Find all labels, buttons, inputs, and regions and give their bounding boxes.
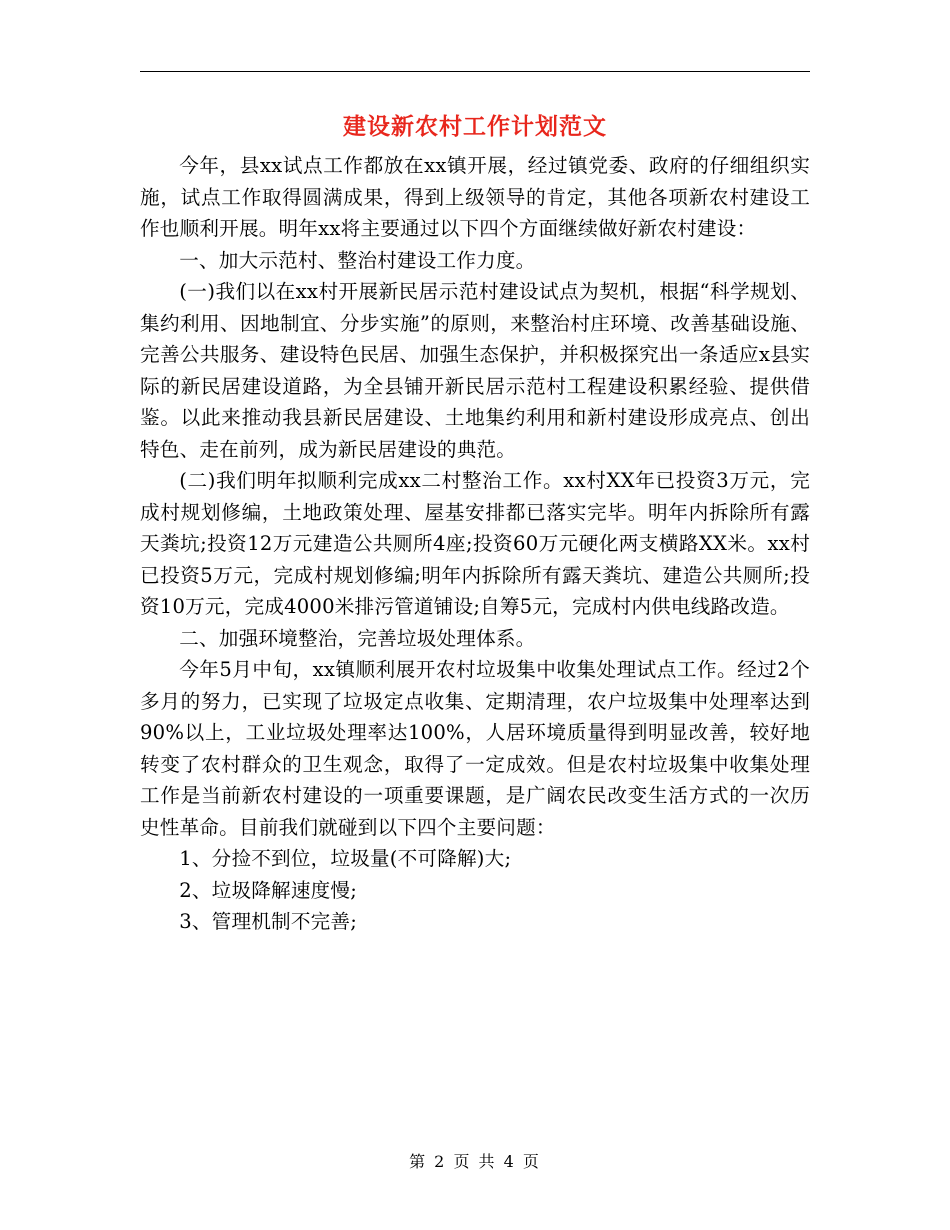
paragraph-intro: 今年，县xx试点工作都放在xx镇开展，经过镇党委、政府的仔细组织实施，试点工作取得圆满成果，得到上级领导的肯定，其他各项新农村建设工作也顺利开展。明年xx将主要通过以下四个方面继续做好新农村建设： (140, 154, 810, 240)
header-rule (140, 71, 810, 72)
list-item-problem-1: 1、分捡不到位，垃圾量(不可降解)大; (179, 847, 512, 870)
list-item-problem-2: 2、垃圾降解速度慢; (179, 878, 358, 902)
document-title: 建设新农村工作计划范文 (343, 113, 607, 140)
document-body (140, 150, 810, 938)
paragraph-waste-pilot: 今年5月中旬，xx镇顺利展开农村垃圾集中收集处理试点工作。经过2个多月的努力，已实现了垃圾定点收集、定期清理，农户垃圾集中处理率达到 90%以上，工业垃圾处理率达100%，人居环境质量得到明显改善，较好地转变了农村群众的卫生观念，取得了一定成效。但是农村垃圾集中收集处理工作是当前新农村建设的一项重要课题，是广阔农民改变生活方式的一次历史性革命。目前我们就碰到以下四个主要问题： (140, 658, 810, 839)
section-heading-1: 一、加大示范村、整治村建设工作力度。 (179, 248, 536, 272)
paragraph-subsection-2: (二)我们明年拟顺利完成xx二村整治工作。xx村XX年已投资3万元，完成村规划修编，土地政策处理、屋基安排都已落实完毕。明年内拆除所有露天粪坑;投资12万元建造公共厕所4座;投资60万元硬化两支横路XX米。xx村已投资5万元，完成村规划修编;明年内拆除所有露天粪坑、建造公共厕所;投资10万元，完成4000米排污管道铺设;自筹5元，完成村内供电线路改造。 (140, 469, 810, 618)
list-item-problem-3: 3、管理机制不完善; (179, 910, 358, 933)
section-heading-2: 二、加强环境整治，完善垃圾处理体系。 (179, 626, 536, 650)
paragraph-subsection-1: (一)我们以在xx村开展新民居示范村建设试点为契机，根据“科学规划、集约利用、因地制宜、分步实施”的原则，来整治村庄环境、改善基础设施、完善公共服务、建设特色民居、加强生态保护，并积极探究出一条适应x县实际的新民居建设道路，为全县铺开新民居示范村工程建设积累经验、提供借鉴。以此来推动我县新民居建设、土地集约利用和新村建设形成亮点、创出特色、走在前列，成为新民居建设的典范。 (140, 280, 810, 461)
page-number-footer: 第 2 页 共 4 页 (409, 1152, 541, 1171)
